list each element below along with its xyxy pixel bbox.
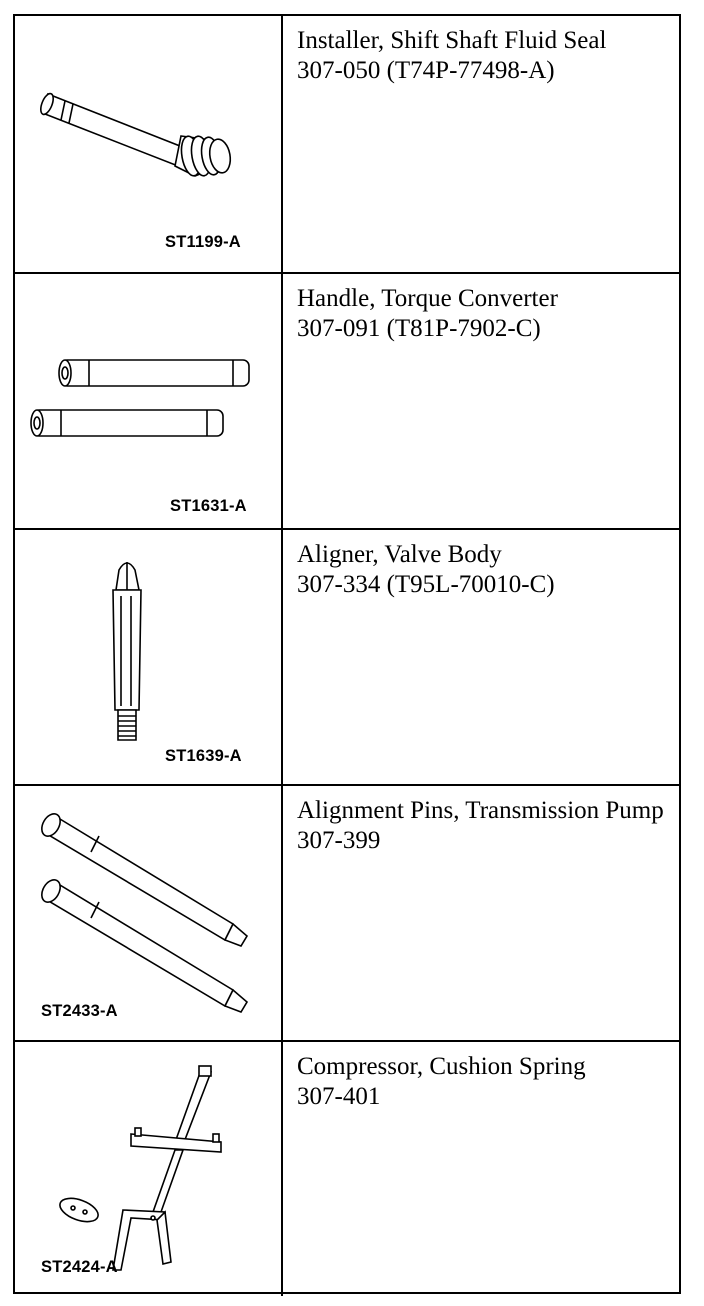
tool-illustration-cell — [15, 1042, 283, 1296]
tool-row — [15, 528, 679, 784]
tool-name: Alignment Pins, Transmission Pump — [297, 797, 664, 824]
illustration-ref-code: ST2433-A — [41, 1002, 118, 1020]
tool-name: Compressor, Cushion Spring — [297, 1053, 586, 1080]
illustration-ref-code: ST1199-A — [165, 233, 241, 251]
tool-number: 307-091 (T81P-7902-C) — [297, 315, 541, 342]
tool-description — [285, 1042, 679, 1296]
illustration-ref-code: ST2424-A — [41, 1258, 118, 1276]
tool-illustration-cell — [15, 786, 283, 1040]
tool-description — [285, 530, 679, 784]
tool-name: Installer, Shift Shaft Fluid Seal — [297, 27, 607, 54]
illustration-ref-code: ST1631-A — [170, 497, 247, 515]
tool-number: 307-050 (T74P-77498-A) — [297, 57, 555, 84]
tool-illustration-cell — [15, 530, 283, 784]
tool-number: 307-334 (T95L-70010-C) — [297, 571, 555, 598]
torque-converter-handle-illustration — [15, 274, 281, 528]
tool-name: Handle, Torque Converter — [297, 285, 558, 312]
tool-number: 307-399 — [297, 827, 381, 854]
tool-description — [285, 786, 679, 1040]
tool-illustration-cell — [15, 274, 283, 528]
tool-row — [15, 16, 679, 272]
tool-number: 307-401 — [297, 1083, 381, 1110]
tool-row — [15, 1040, 679, 1296]
special-tools-table — [13, 14, 681, 1294]
illustration-ref-code: ST1639-A — [165, 747, 242, 765]
tool-row — [15, 784, 679, 1040]
tool-description — [285, 16, 679, 272]
tool-row — [15, 272, 679, 528]
tool-name: Aligner, Valve Body — [297, 541, 502, 568]
tool-description — [285, 274, 679, 528]
seal-installer-illustration — [15, 16, 281, 272]
valve-body-aligner-illustration — [15, 530, 281, 784]
tool-illustration-cell — [15, 16, 283, 272]
